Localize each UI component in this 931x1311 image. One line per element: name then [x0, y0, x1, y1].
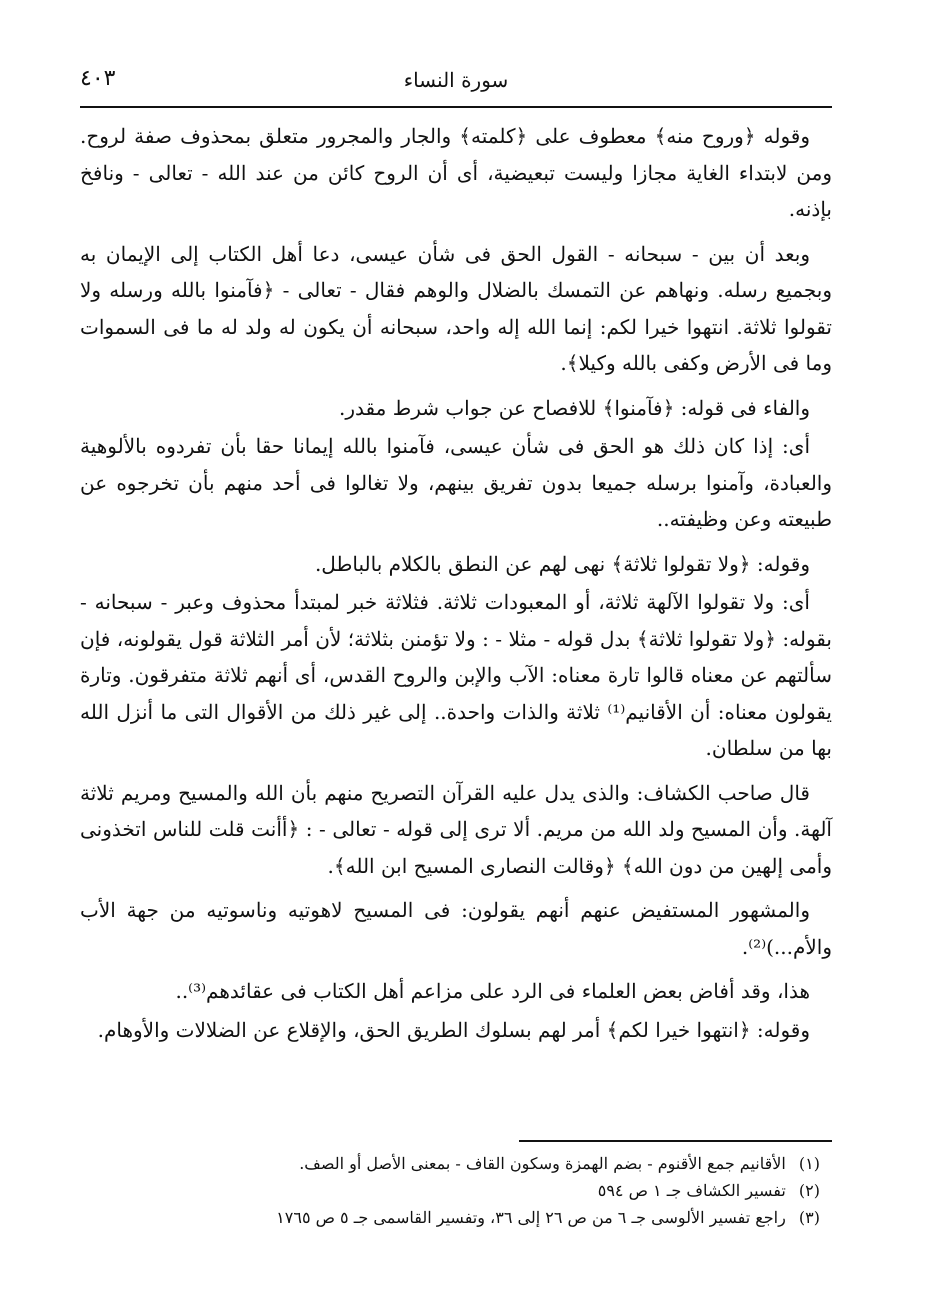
paragraph: وبعد أن بين - سبحانه - القول الحق فى شأن عيسى، دعا أهل الكتاب إلى الإيمان به وبجميع رسله. ونهاهم عن التمسك بالضلال والوهم فقال - تعالى - ﴿فآمنوا بالله ورسله ولا تقولوا ثلاثة. انتهوا خيرا لكم: إنما الله إله واحد، سبحانه أن يكون له ولد له ما فى السموات وما فى الأرض وكفى بالله وكيلا﴾. — [80, 241, 832, 375]
paragraph: والفاء فى قوله: ﴿فآمنوا﴾ للافصاح عن جواب شرط مقدر. — [339, 395, 810, 420]
paragraph: وقوله: ﴿انتهوا خيرا لكم﴾ أمر لهم بسلوك الطريق الحق، والإقلاع عن الضلالات والأوهام. — [97, 1017, 810, 1042]
paragraph: أى: ولا تقولوا الآلهة ثلاثة، أو المعبودات ثلاثة. فثلاثة خبر لمبتدأ محذوف وعبر - سبحانه - بقوله: ﴿ولا تقولوا ثلاثة﴾ بدل قوله - مثلا - : ولا تؤمنن بثلاثة؛ لأن أمر الثلاثة قول يقولونه، فإن سألتهم عن معناه قالوا تارة معناه: الآب والإبن والروح القدس، أى أنهم ثلاثة متفرقون. وتارة يقولون معناه: أن الأقانيم⁽¹⁾ ثلاثة والذات واحدة.. إلى غير ذلك من الأقوال التى ما أنزل الله بها من سلطان. — [80, 590, 833, 760]
main-text — [80, 118, 832, 1056]
footnote — [80, 1150, 832, 1177]
footnote-divider — [519, 1140, 832, 1142]
paragraph: والمشهور المستفيض عنهم أنهم يقولون: فى المسيح لاهوتيه وناسوتيه من جهة الأب والأم...)⁽²⁾. — [80, 898, 832, 959]
paragraph: وقوله: ﴿ولا تقولوا ثلاثة﴾ نهى لهم عن النطق بالكلام بالباطل. — [314, 551, 810, 576]
paragraph: هذا، وقد أفاض بعض العلماء فى الرد على مزاعم أهل الكتاب فى عقائدهم⁽³⁾.. — [175, 979, 810, 1003]
footnote-text: الأقانيم جمع الأقنوم - بضم الهمزة وسكون القاف - بمعنى الأصل أو الصف. — [299, 1154, 786, 1173]
surah-title: سورة النساء — [403, 68, 509, 92]
footnote-number: (٢) — [798, 1181, 820, 1200]
footnote-text: راجع تفسير الألوسى جـ ٦ من ص ٢٦ إلى ٣٦، وتفسير القاسمى جـ ٥ ص ١٧٦٥ — [276, 1208, 786, 1227]
footnote — [80, 1204, 832, 1231]
footnote-text: تفسير الكشاف جـ ١ ص ٥٩٤ — [597, 1181, 786, 1200]
page-number: ٤٠٣ — [80, 66, 116, 91]
paragraph: أى: إذا كان ذلك هو الحق فى شأن عيسى، فآمنوا بالله إيمانا حقا بأن تفردوه بالألوهية والعبادة، وآمنوا برسله جميعا بدون تفريق بينهم، ولا تغالوا فى أحد منهم بأن تخرجوه عن طبيعته وعن وظيفته.. — [80, 434, 832, 531]
paragraph: قال صاحب الكشاف: والذى يدل عليه القرآن التصريح منهم بأن الله والمسيح ومريم ثلاثة آلهة. وأن المسيح ولد الله من مريم. ألا ترى إلى قوله - تعالى - : ﴿أأنت قلت للناس اتخذونى وأمى إلهين من دون الله﴾ ﴿وقالت النصارى المسيح ابن الله﴾. — [80, 780, 832, 878]
paragraph: وقوله ﴿وروح منه﴾ معطوف على ﴿كلمته﴾ والجار والمجرور متعلق بمحذوف صفة لروح. ومن لابتداء الغاية مجازا وليست تبعيضية، أى أن الروح كائن من عند الله - تعالى - ونافخ بإذنه. — [80, 124, 832, 221]
header-divider — [80, 106, 832, 108]
footnote-number: (١) — [798, 1154, 820, 1173]
footnote — [80, 1177, 832, 1204]
footnotes — [80, 1150, 832, 1231]
page-header — [80, 62, 832, 106]
footnote-number: (٣) — [798, 1208, 820, 1227]
